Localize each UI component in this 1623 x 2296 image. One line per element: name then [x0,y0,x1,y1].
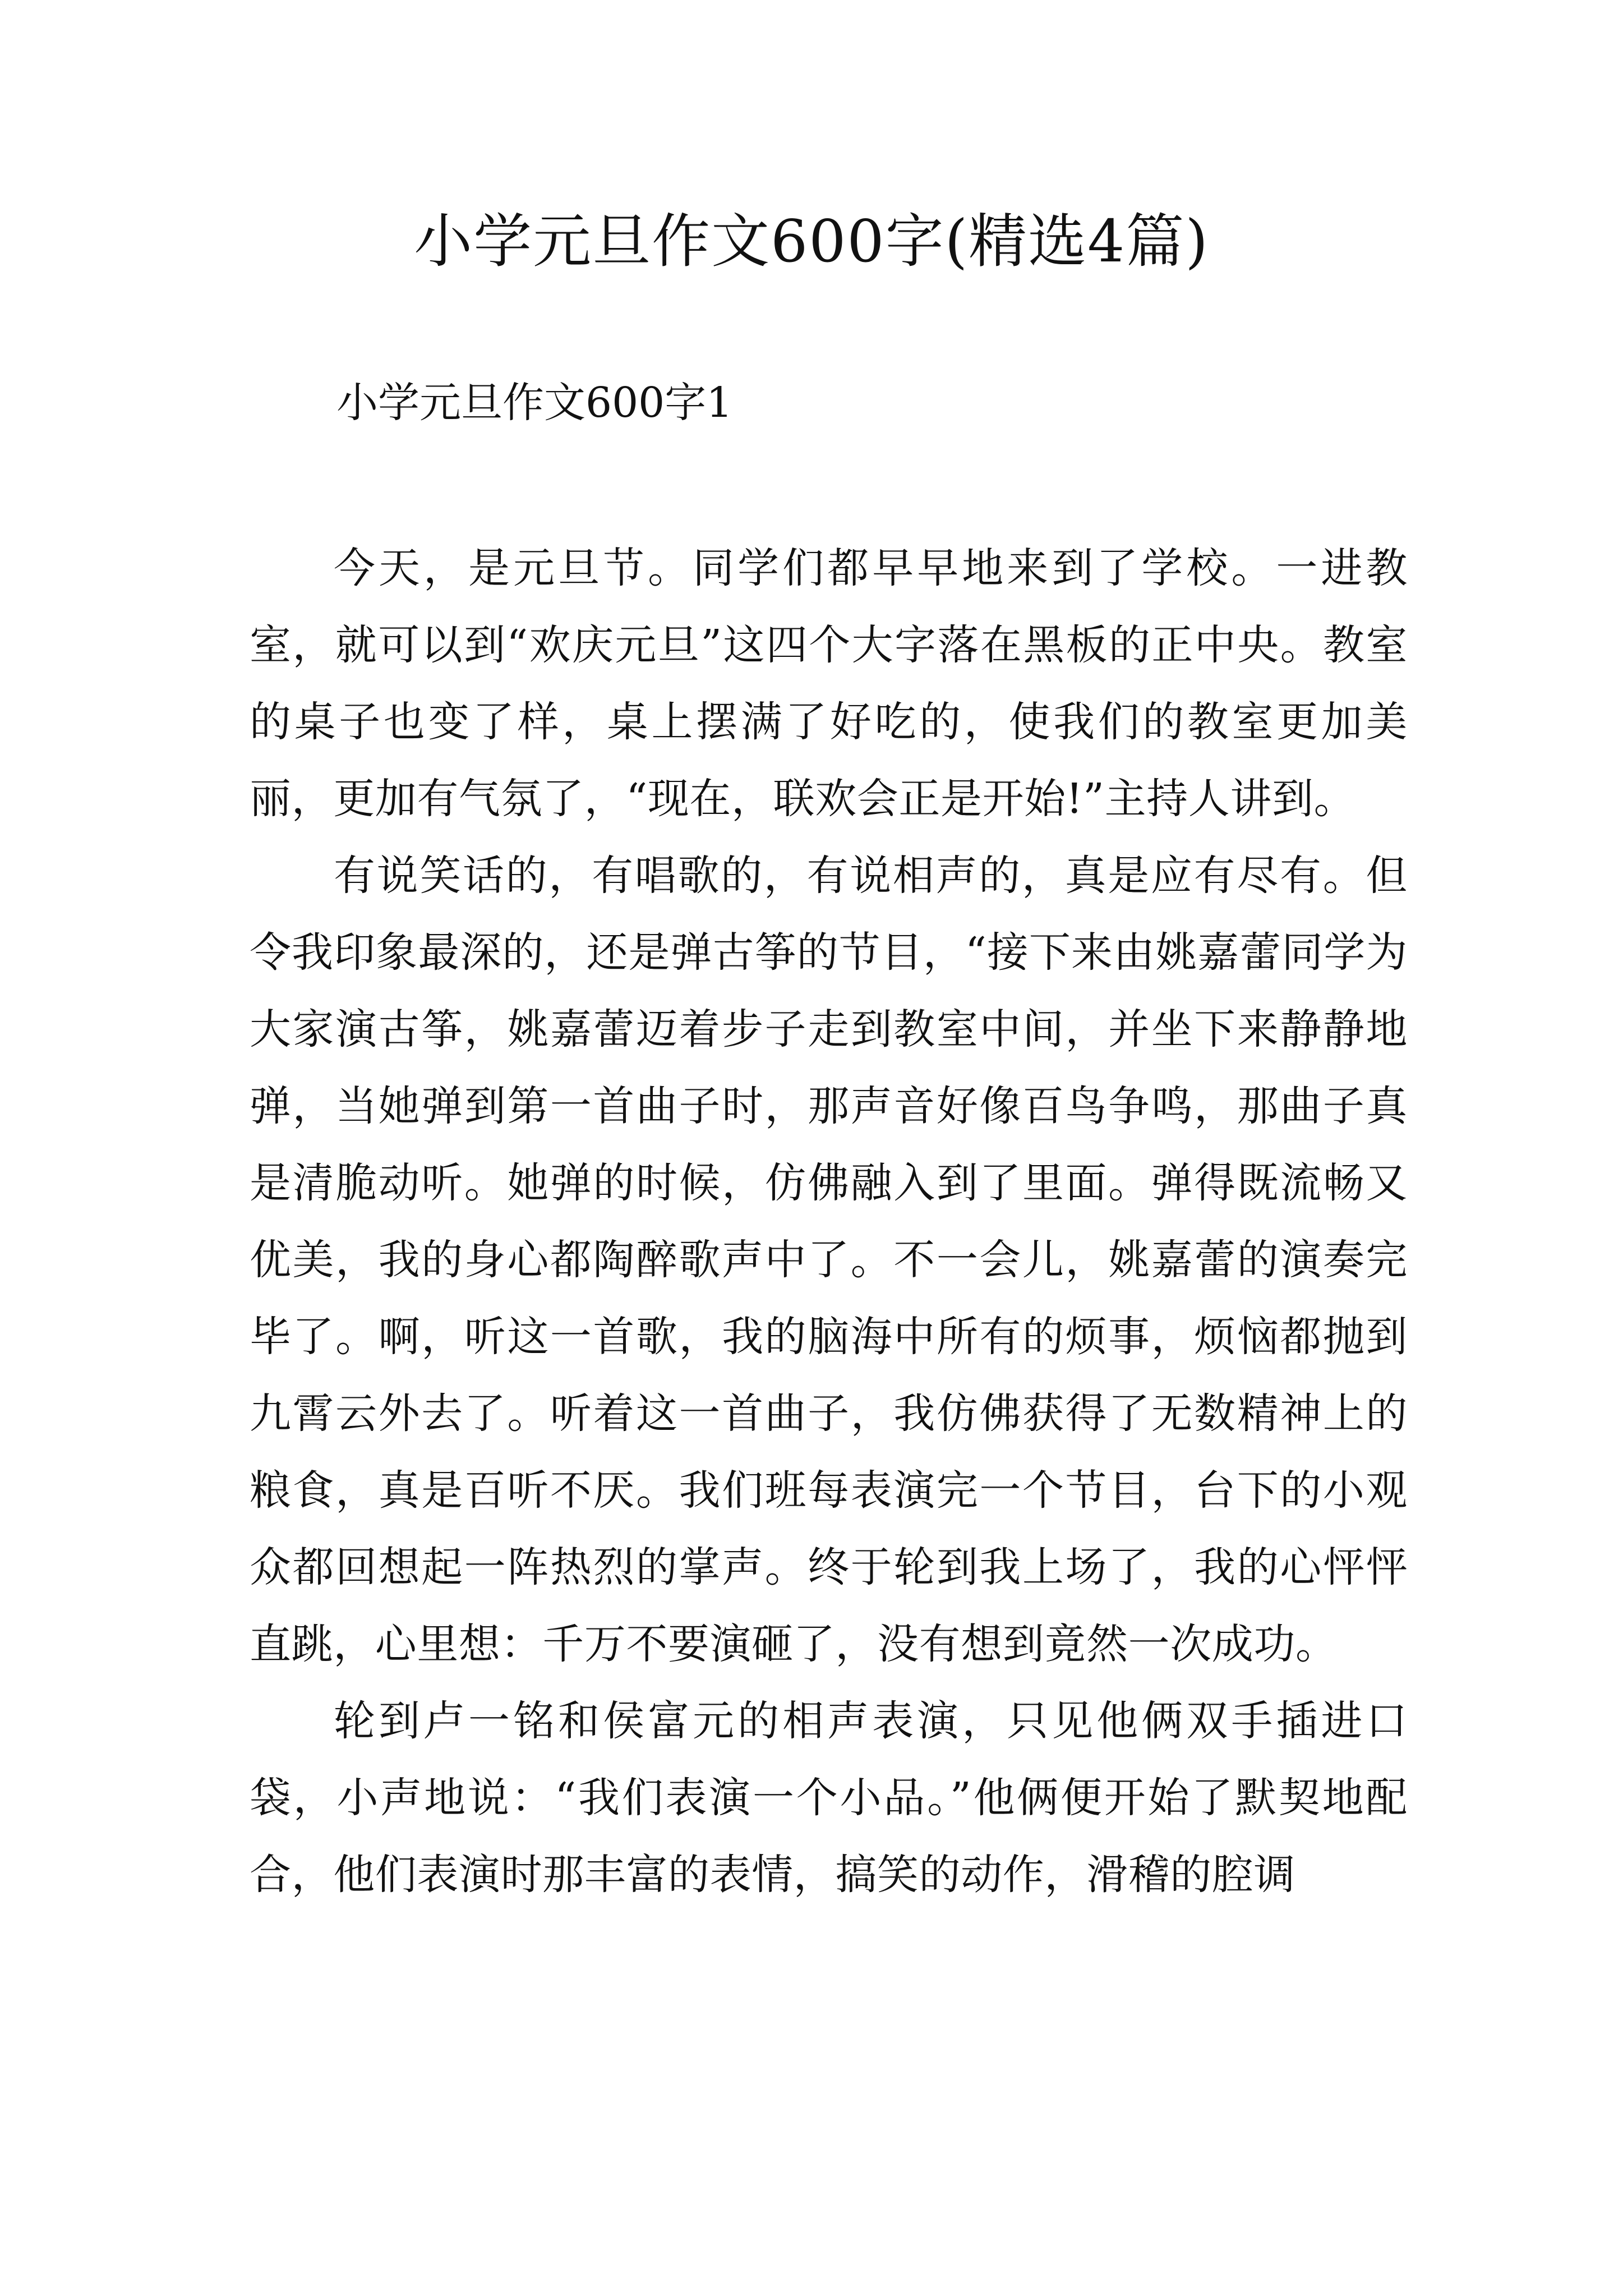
essay-body [250,530,1408,1913]
section-heading: 小学元旦作文600字1 [336,379,733,427]
paragraph: 今天，是元旦节。同学们都早早地来到了学校。一进教室，就可以到“欢庆元旦”这四个大字落在黑板的正中央。教室的桌子也变了样，桌上摆满了好吃的，使我们的教室更加美丽，更加有气氛了，“现在，联欢会正是开始!”主持人讲到。 [250,544,1408,823]
paragraph: 有说笑话的，有唱歌的，有说相声的，真是应有尽有。但令我印象最深的，还是弹古筝的节目，“接下来由姚嘉蕾同学为大家演古筝，姚嘉蕾迈着步子走到教室中间，并坐下来静静地弹，当她弹到第一首曲子时，那声音好像百鸟争鸣，那曲子真是清脆动听。她弹的时候，仿佛融入到了里面。弹得既流畅又优美，我的身心都陶醉歌声中了。不一会儿，姚嘉蕾的演奏完毕了。啊，听这一首歌，我的脑海中所有的烦事，烦恼都抛到九霄云外去了。听着这一首曲子，我仿佛获得了无数精神上的粮食，真是百听不厌。我们班每表演完一个节目，台下的小观众都回想起一阵热烈的掌声。终于轮到我上场了，我的心怦怦直跳，心里想：千万不要演砸了，没有想到竟然一次成功。 [250,852,1408,1668]
paragraph: 轮到卢一铭和侯富元的相声表演，只见他俩双手插进口袋，小声地说：“我们表演一个小品。”他俩便开始了默契地配合，他们表演时那丰富的表情，搞笑的动作，滑稽的腔调 [250,1697,1408,1899]
document-title: 小学元旦作文600字(精选4篇) [414,207,1209,275]
